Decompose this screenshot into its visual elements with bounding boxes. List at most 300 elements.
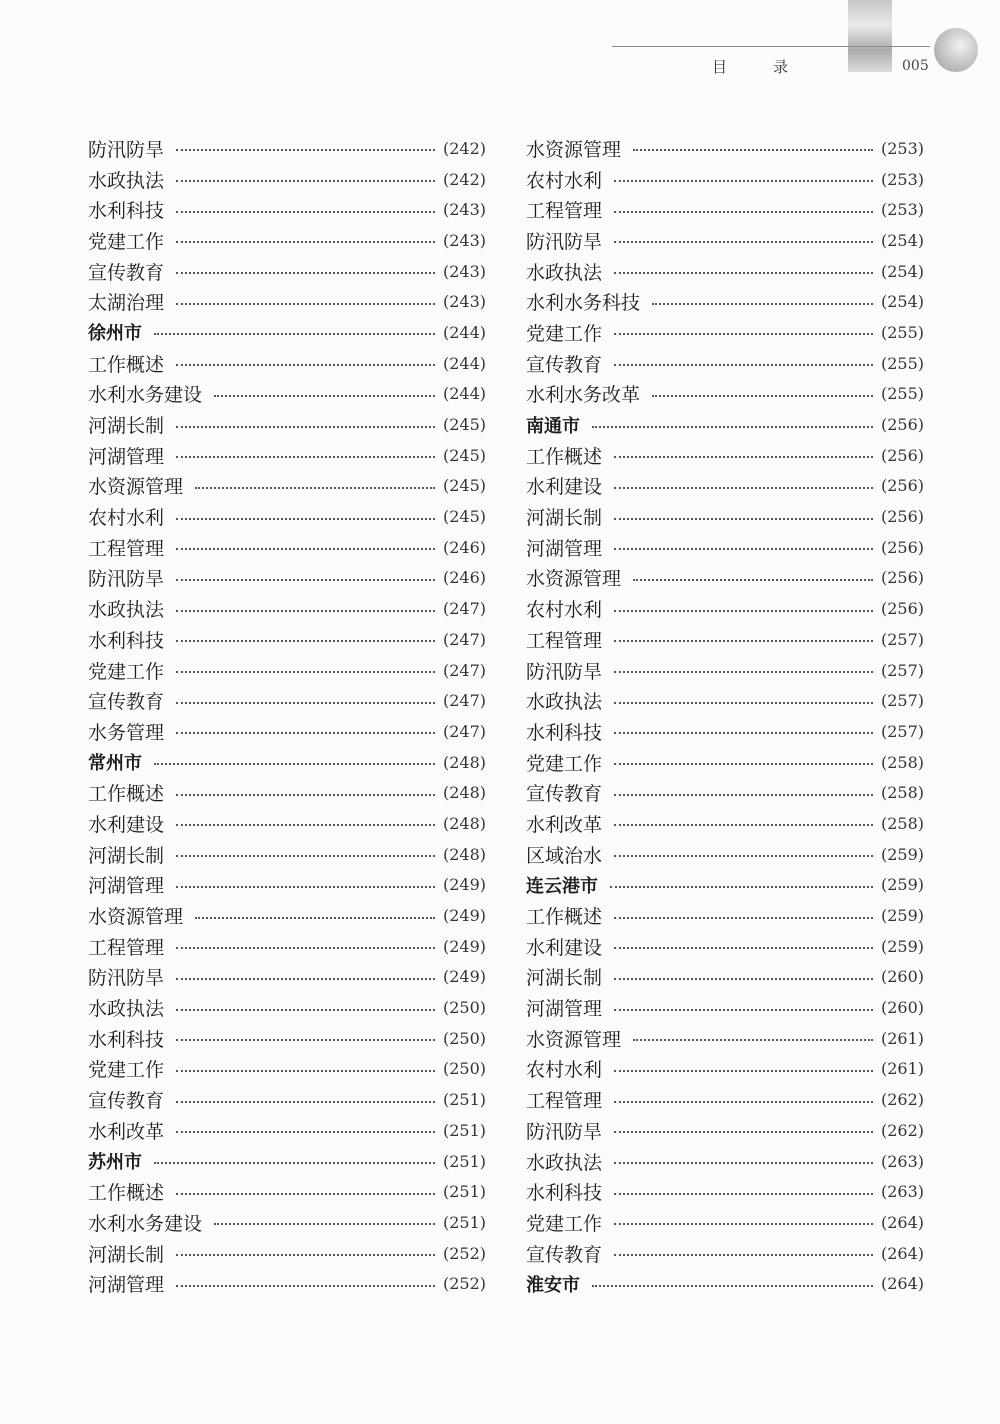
toc-entry-title: 水政执法	[88, 998, 165, 1021]
toc-entry-title: 农村水利	[526, 599, 603, 622]
toc-entry-title: 党建工作	[526, 752, 603, 775]
toc-entry-title: 工作概述	[526, 906, 603, 929]
toc-entry-title: 水利科技	[526, 721, 603, 744]
toc-entry-page: (253)	[880, 138, 924, 158]
dot-leader	[176, 732, 435, 734]
dot-leader	[614, 855, 873, 857]
toc-entry-page: (257)	[880, 629, 924, 649]
toc-entry-page: (255)	[880, 353, 924, 373]
toc-entry[interactable]	[526, 1238, 924, 1269]
toc-entry[interactable]	[526, 900, 924, 931]
toc-entry-page: (256)	[880, 599, 924, 619]
dot-leader	[652, 395, 873, 397]
toc-entry[interactable]	[88, 1238, 486, 1269]
toc-entry-page: (250)	[442, 1028, 486, 1048]
toc-entry-page: (247)	[442, 629, 486, 649]
toc-entry[interactable]	[88, 225, 486, 256]
dot-leader	[614, 1162, 873, 1164]
toc-entry-page: (264)	[880, 1212, 924, 1232]
toc-entry[interactable]	[88, 685, 486, 716]
dot-leader	[614, 763, 873, 765]
dot-leader	[176, 610, 435, 612]
toc-entry-title: 党建工作	[88, 1059, 165, 1082]
toc-entry-page: (248)	[442, 752, 486, 772]
toc-entry-page: (256)	[880, 568, 924, 588]
toc-entry-title: 宣传教育	[88, 691, 165, 714]
toc-entry-title: 宣传教育	[88, 261, 165, 284]
toc-entry[interactable]	[88, 256, 486, 287]
toc-entry[interactable]	[88, 164, 486, 195]
toc-entry[interactable]	[88, 563, 486, 594]
toc-entry-title: 水资源管理	[526, 1028, 622, 1051]
toc-entry[interactable]	[88, 624, 486, 655]
dot-leader	[176, 978, 435, 980]
toc-section-heading[interactable]	[526, 409, 924, 440]
toc-entry[interactable]	[88, 1023, 486, 1054]
toc-entry[interactable]	[526, 256, 924, 287]
dot-leader	[195, 487, 435, 489]
toc-entry-title: 水利建设	[526, 476, 603, 499]
toc-entry-page: (253)	[880, 200, 924, 220]
toc-entry[interactable]	[526, 440, 924, 471]
toc-entry-title: 水利改革	[88, 1120, 165, 1143]
dot-leader	[176, 1193, 435, 1195]
toc-entry-title: 宣传教育	[88, 1090, 165, 1113]
toc-entry-title: 工作概述	[88, 353, 165, 376]
toc-entry-title: 水利科技	[88, 629, 165, 652]
toc-entry-title: 苏州市	[88, 1152, 142, 1174]
dot-leader	[614, 917, 873, 919]
dot-leader	[614, 610, 873, 612]
dot-leader	[214, 395, 435, 397]
dot-leader	[614, 947, 873, 949]
header-rule	[612, 46, 930, 47]
dot-leader	[176, 1285, 435, 1287]
toc-entry[interactable]	[526, 471, 924, 502]
toc-entry[interactable]	[526, 1115, 924, 1146]
dot-leader	[614, 824, 873, 826]
toc-section-heading[interactable]	[88, 747, 486, 778]
toc-entry-page: (254)	[880, 261, 924, 281]
toc-entry-title: 防汛防旱	[88, 568, 165, 591]
dot-leader	[610, 886, 873, 888]
dot-leader	[614, 241, 873, 243]
dot-leader	[614, 1223, 873, 1225]
toc-entry-title: 工程管理	[88, 936, 165, 959]
dot-leader	[614, 1131, 873, 1133]
toc-entry-title: 工程管理	[88, 537, 165, 560]
toc-entry[interactable]	[526, 317, 924, 348]
toc-entry[interactable]	[88, 409, 486, 440]
dot-leader	[176, 456, 435, 458]
toc-entry-page: (248)	[442, 813, 486, 833]
toc-entry-title: 水利水务科技	[526, 292, 641, 315]
toc-entry[interactable]	[88, 655, 486, 686]
dot-leader	[633, 149, 873, 151]
toc-entry[interactable]	[526, 379, 924, 410]
toc-entry[interactable]	[88, 1176, 486, 1207]
toc-entry[interactable]	[88, 716, 486, 747]
toc-entry[interactable]	[526, 962, 924, 993]
toc-entry[interactable]	[88, 962, 486, 993]
dot-leader	[154, 1162, 435, 1164]
dot-leader	[176, 548, 435, 550]
toc-entry-page: (254)	[880, 292, 924, 312]
toc-entry-title: 防汛防旱	[88, 138, 165, 161]
dot-leader	[154, 763, 435, 765]
toc-entry[interactable]	[88, 348, 486, 379]
toc-entry-page: (252)	[442, 1243, 486, 1263]
toc-entry[interactable]	[526, 133, 924, 164]
toc-entry-title: 河湖管理	[88, 875, 165, 898]
dot-leader	[176, 1070, 435, 1072]
toc-entry-page: (251)	[442, 1212, 486, 1232]
toc-entry-page: (243)	[442, 292, 486, 312]
toc-entry-title: 水利水务建设	[88, 1212, 203, 1235]
dot-leader	[614, 732, 873, 734]
toc-entry-page: (259)	[880, 936, 924, 956]
toc-entry-title: 党建工作	[526, 322, 603, 345]
toc-entry-page: (247)	[442, 721, 486, 741]
toc-entry-title: 农村水利	[88, 507, 165, 530]
toc-entry[interactable]	[526, 1207, 924, 1238]
toc-entry[interactable]	[526, 655, 924, 686]
toc-entry-title: 宣传教育	[526, 1243, 603, 1266]
dot-leader	[176, 211, 435, 213]
toc-entry-page: (257)	[880, 721, 924, 741]
dot-leader	[176, 180, 435, 182]
toc-entry-title: 常州市	[88, 753, 142, 775]
toc-entry-page: (253)	[880, 169, 924, 189]
toc-entry[interactable]	[88, 1268, 486, 1299]
toc-entry-title: 水资源管理	[88, 906, 184, 929]
toc-entry-page: (258)	[880, 813, 924, 833]
dot-leader	[176, 824, 435, 826]
toc-entry[interactable]	[526, 532, 924, 563]
toc-entry-page: (249)	[442, 936, 486, 956]
toc-entry[interactable]	[526, 1023, 924, 1054]
toc-entry[interactable]	[88, 593, 486, 624]
toc-entry-title: 河湖长制	[88, 415, 165, 438]
toc-entry-page: (252)	[442, 1274, 486, 1294]
toc-entry-title: 工程管理	[526, 1090, 603, 1113]
toc-entry-page: (245)	[442, 445, 486, 465]
toc-right-column	[526, 133, 924, 1299]
toc-entry[interactable]	[88, 900, 486, 931]
toc-entry[interactable]	[88, 1084, 486, 1115]
toc-entry-page: (247)	[442, 691, 486, 711]
toc-entry-page: (256)	[880, 415, 924, 435]
dot-leader	[154, 333, 435, 335]
dot-leader	[592, 1285, 873, 1287]
toc-entry[interactable]	[526, 777, 924, 808]
dot-leader	[176, 702, 435, 704]
toc-entry-page: (245)	[442, 476, 486, 496]
toc-entry-page: (264)	[880, 1274, 924, 1294]
toc-entry-page: (257)	[880, 660, 924, 680]
toc-entry-title: 水利建设	[526, 936, 603, 959]
toc-entry-page: (259)	[880, 875, 924, 895]
toc-entry-page: (254)	[880, 230, 924, 250]
toc-entry-page: (243)	[442, 230, 486, 250]
toc-entry[interactable]	[526, 593, 924, 624]
toc-entry-title: 水利科技	[88, 200, 165, 223]
dot-leader	[614, 364, 873, 366]
toc-entry[interactable]	[88, 501, 486, 532]
toc-entry-title: 水务管理	[88, 721, 165, 744]
header-decoration-block	[848, 0, 892, 72]
toc-entry[interactable]	[88, 870, 486, 901]
toc-entry-page: (260)	[880, 967, 924, 987]
toc-entry-title: 连云港市	[526, 875, 598, 897]
toc-section-heading[interactable]	[88, 1146, 486, 1177]
toc-entry-page: (251)	[442, 1090, 486, 1110]
dot-leader	[195, 917, 435, 919]
toc-entry-page: (259)	[880, 844, 924, 864]
toc-entry-page: (255)	[880, 322, 924, 342]
toc-entry[interactable]	[526, 286, 924, 317]
toc-entry-title: 工作概述	[88, 1182, 165, 1205]
toc-entry[interactable]	[526, 563, 924, 594]
toc-entry-title: 水政执法	[88, 599, 165, 622]
toc-entry-title: 河湖管理	[88, 445, 165, 468]
toc-entry-title: 南通市	[526, 415, 580, 437]
toc-entry[interactable]	[526, 747, 924, 778]
toc-entry-title: 防汛防旱	[526, 660, 603, 683]
toc-entry-page: (244)	[442, 353, 486, 373]
dot-leader	[214, 1223, 435, 1225]
toc-entry-page: (264)	[880, 1243, 924, 1263]
dot-leader	[176, 426, 435, 428]
toc-entry-title: 党建工作	[88, 660, 165, 683]
dot-leader	[614, 640, 873, 642]
toc-entry[interactable]	[88, 286, 486, 317]
toc-entry[interactable]	[526, 1146, 924, 1177]
toc-entry-title: 区域治水	[526, 844, 603, 867]
toc-entry[interactable]	[526, 685, 924, 716]
toc-entry-page: (262)	[880, 1120, 924, 1140]
toc-entry-title: 水资源管理	[526, 568, 622, 591]
toc-entry-title: 河湖管理	[526, 537, 603, 560]
dot-leader	[614, 548, 873, 550]
toc-entry-title: 宣传教育	[526, 353, 603, 376]
toc-entry-page: (244)	[442, 384, 486, 404]
dot-leader	[614, 671, 873, 673]
dot-leader	[633, 1039, 873, 1041]
toc-entry[interactable]	[526, 716, 924, 747]
dot-leader	[614, 487, 873, 489]
toc-entry-page: (245)	[442, 507, 486, 527]
dot-leader	[176, 640, 435, 642]
dot-leader	[176, 794, 435, 796]
toc-entry-page: (243)	[442, 261, 486, 281]
toc-entry-title: 工程管理	[526, 200, 603, 223]
dot-leader	[176, 241, 435, 243]
dot-leader	[176, 272, 435, 274]
dot-leader	[176, 518, 435, 520]
header-decoration-circle	[934, 28, 978, 72]
toc-left-column	[88, 133, 486, 1299]
toc-entry-page: (247)	[442, 599, 486, 619]
toc-entry-title: 农村水利	[526, 169, 603, 192]
dot-leader	[614, 1254, 873, 1256]
toc-section-heading[interactable]	[526, 1268, 924, 1299]
toc-entry[interactable]	[88, 808, 486, 839]
toc-entry-page: (263)	[880, 1151, 924, 1171]
dot-leader	[614, 794, 873, 796]
toc-entry[interactable]	[526, 194, 924, 225]
toc-entry[interactable]	[526, 348, 924, 379]
toc-entry-page: (248)	[442, 844, 486, 864]
toc-entry-title: 淮安市	[526, 1274, 580, 1296]
toc-entry-page: (251)	[442, 1120, 486, 1140]
dot-leader	[614, 1070, 873, 1072]
toc-entry[interactable]	[88, 440, 486, 471]
toc-entry-page: (247)	[442, 660, 486, 680]
toc-entry-title: 防汛防旱	[88, 967, 165, 990]
toc-entry[interactable]	[526, 808, 924, 839]
toc-entry[interactable]	[526, 992, 924, 1023]
toc-section-heading[interactable]	[88, 317, 486, 348]
toc-entry[interactable]	[88, 992, 486, 1023]
dot-leader	[614, 702, 873, 704]
dot-leader	[176, 1254, 435, 1256]
toc-entry-title: 水利改革	[526, 813, 603, 836]
toc-entry[interactable]	[526, 1084, 924, 1115]
toc-entry-page: (256)	[880, 507, 924, 527]
dot-leader	[614, 1101, 873, 1103]
toc-entry[interactable]	[526, 624, 924, 655]
dot-leader	[592, 426, 873, 428]
toc-entry-page: (242)	[442, 138, 486, 158]
toc-entry-title: 河湖长制	[526, 507, 603, 530]
toc-entry[interactable]	[88, 1115, 486, 1146]
toc-entry[interactable]	[526, 501, 924, 532]
toc-entry-page: (261)	[880, 1028, 924, 1048]
toc-entry[interactable]	[88, 133, 486, 164]
toc-entry[interactable]	[526, 1176, 924, 1207]
toc-entry-page: (243)	[442, 200, 486, 220]
toc-entry[interactable]	[88, 379, 486, 410]
toc-section-heading[interactable]	[526, 870, 924, 901]
toc-entry-title: 水利建设	[88, 813, 165, 836]
page-number: 005	[902, 58, 929, 74]
toc-entry[interactable]	[88, 1054, 486, 1085]
toc-entry-page: (250)	[442, 998, 486, 1018]
toc-entry-page: (249)	[442, 906, 486, 926]
toc-entry-title: 水资源管理	[88, 476, 184, 499]
toc-entry-title: 党建工作	[526, 1212, 603, 1235]
toc-entry[interactable]	[88, 1207, 486, 1238]
toc-entry[interactable]	[526, 164, 924, 195]
toc-entry[interactable]	[526, 839, 924, 870]
toc-entry-title: 太湖治理	[88, 292, 165, 315]
toc-entry[interactable]	[88, 931, 486, 962]
toc-entry[interactable]	[88, 471, 486, 502]
dot-leader	[614, 180, 873, 182]
toc-entry-page: (258)	[880, 783, 924, 803]
toc-entry-title: 水利科技	[526, 1182, 603, 1205]
toc-entry[interactable]	[526, 931, 924, 962]
toc-entry-page: (251)	[442, 1182, 486, 1202]
toc-entry-page: (256)	[880, 445, 924, 465]
toc-entry[interactable]	[88, 839, 486, 870]
dot-leader	[614, 456, 873, 458]
toc-entry[interactable]	[88, 194, 486, 225]
running-header-title: 目录	[712, 58, 835, 76]
toc-entry-page: (250)	[442, 1059, 486, 1079]
dot-leader	[614, 211, 873, 213]
toc-entry-page: (257)	[880, 691, 924, 711]
toc-entry-title: 防汛防旱	[526, 1120, 603, 1143]
toc-entry-page: (259)	[880, 906, 924, 926]
dot-leader	[176, 1131, 435, 1133]
toc-entry-page: (246)	[442, 537, 486, 557]
toc-entry[interactable]	[88, 532, 486, 563]
dot-leader	[614, 1009, 873, 1011]
dot-leader	[176, 579, 435, 581]
toc-entry-title: 河湖长制	[88, 1243, 165, 1266]
toc-entry-page: (246)	[442, 568, 486, 588]
toc-entry-title: 河湖管理	[88, 1274, 165, 1297]
dot-leader	[176, 886, 435, 888]
toc-entry-title: 水利科技	[88, 1028, 165, 1051]
dot-leader	[176, 364, 435, 366]
dot-leader	[633, 579, 873, 581]
toc-entry-page: (255)	[880, 384, 924, 404]
dot-leader	[176, 1039, 435, 1041]
toc-entry-page: (245)	[442, 415, 486, 435]
toc-entry-title: 水利水务建设	[88, 384, 203, 407]
toc-entry-title: 宣传教育	[526, 783, 603, 806]
toc-entry-title: 工作概述	[526, 445, 603, 468]
toc-entry-title: 农村水利	[526, 1059, 603, 1082]
toc-entry[interactable]	[526, 1054, 924, 1085]
toc-entry-page: (249)	[442, 967, 486, 987]
toc-entry-title: 防汛防旱	[526, 230, 603, 253]
toc-entry-page: (251)	[442, 1151, 486, 1171]
toc-entry-page: (256)	[880, 537, 924, 557]
toc-entry-title: 水政执法	[526, 261, 603, 284]
toc-entry-page: (256)	[880, 476, 924, 496]
toc-entry[interactable]	[88, 777, 486, 808]
dot-leader	[176, 303, 435, 305]
dot-leader	[614, 1193, 873, 1195]
toc-entry-title: 水政执法	[526, 1151, 603, 1174]
toc-entry-title: 水资源管理	[526, 138, 622, 161]
dot-leader	[614, 333, 873, 335]
dot-leader	[614, 978, 873, 980]
toc-entry-title: 水政执法	[88, 169, 165, 192]
toc-entry-title: 水政执法	[526, 691, 603, 714]
toc-entry-page: (248)	[442, 783, 486, 803]
dot-leader	[176, 671, 435, 673]
toc-entry-title: 工作概述	[88, 783, 165, 806]
toc-entry-page: (262)	[880, 1090, 924, 1110]
dot-leader	[652, 303, 873, 305]
dot-leader	[176, 947, 435, 949]
dot-leader	[176, 149, 435, 151]
dot-leader	[176, 855, 435, 857]
toc-entry-page: (244)	[442, 322, 486, 342]
toc-entry-title: 河湖长制	[88, 844, 165, 867]
dot-leader	[176, 1101, 435, 1103]
dot-leader	[614, 518, 873, 520]
toc-entry[interactable]	[526, 225, 924, 256]
toc-entry-page: (263)	[880, 1182, 924, 1202]
toc-entry-page: (261)	[880, 1059, 924, 1079]
dot-leader	[614, 272, 873, 274]
